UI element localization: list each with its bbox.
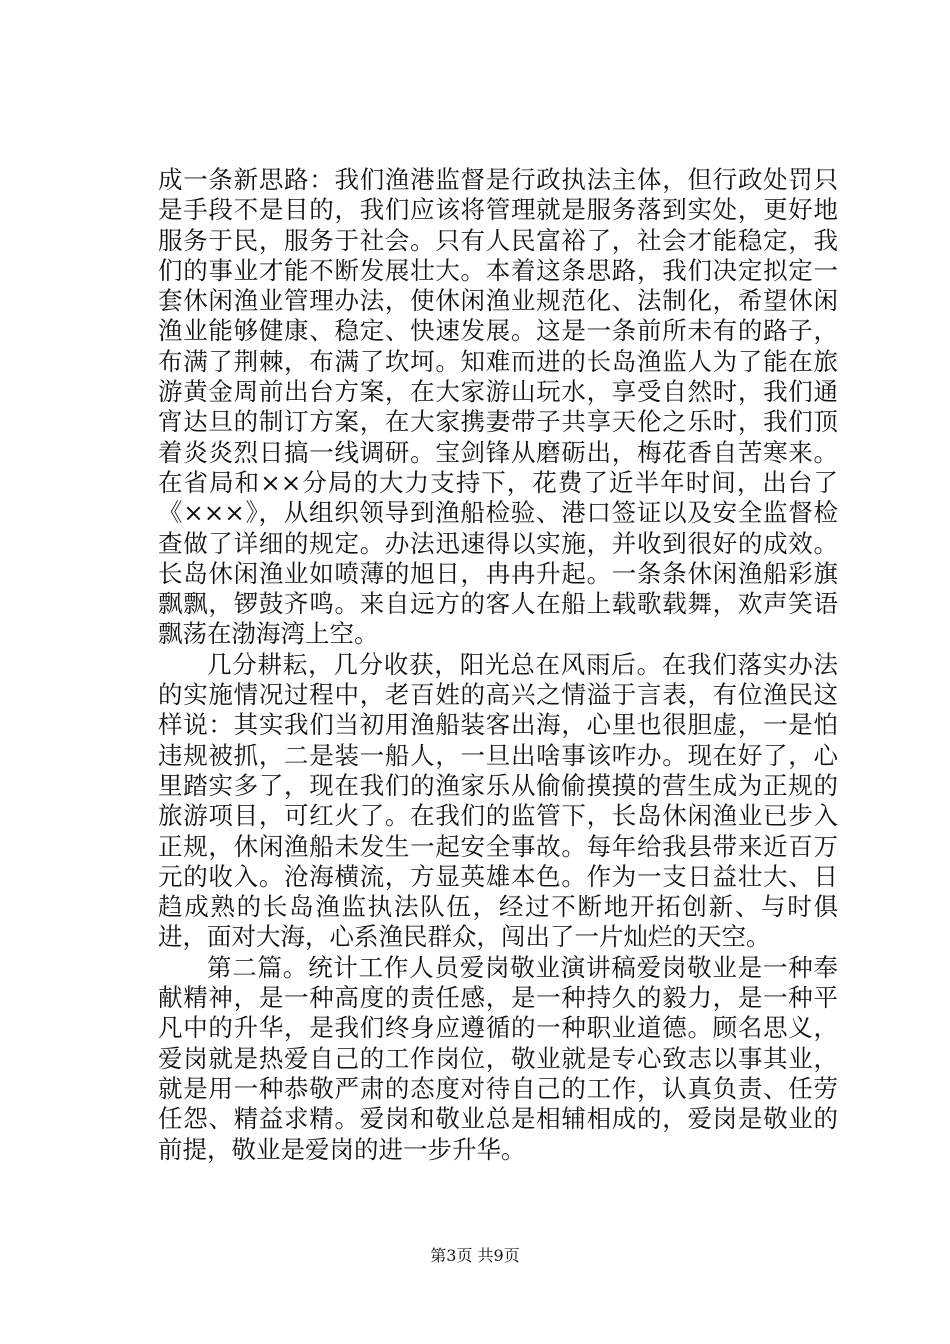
page-footer: 第3页 共9页 bbox=[430, 1246, 520, 1265]
paragraph-1: 成一条新思路：我们渔港监督是行政执法主体，但行政处罚只是手段不是目的，我们应该将管理就是服务落到实处，更好地服务于民，服务于社会。只有人民富裕了，社会才能稳定，我们的事业才能不断发展壮大。本着这条思路，我们决定拟定一套休闲渔业管理办法，使休闲渔业规范化、法制化，希望休闲渔业能够健康、稳定、快速发展。这是一条前所未有的路子，布满了荆棘，布满了坎坷。知难而进的长岛渔监人为了能在旅游黄金周前出台方案，在大家游山玩水，享受自然时，我们通宵达旦的制订方案，在大家携妻带子共享天伦之乐时，我们顶着炎炎烈日搞一线调研。宝剑锋从磨砺出，梅花香自苦寒来。在省局和××分局的大力支持下，花费了近半年时间，出台了《×××》，从组织领导到渔船检验、港口签证以及安全监督检查做了详细的规定。办法迅速得以实施，并收到很好的成效。长岛休闲渔业如喷薄的旭日，冉冉升起。一条条休闲渔船彩旗飘飘，锣鼓齐鸣。来自远方的客人在船上载歌载舞，欢声笑语飘荡在渤海湾上空。 bbox=[158, 165, 838, 649]
document-body bbox=[158, 165, 838, 1165]
paragraph-2: 几分耕耘，几分收获，阳光总在风雨后。在我们落实办法的实施情况过程中，老百姓的高兴之情溢于言表，有位渔民这样说：其实我们当初用渔船装客出海，心里也很胆虚，一是怕违规被抓，二是装一船人，一旦出啥事该咋办。现在好了，心里踏实多了，现在我们的渔家乐从偷偷摸摸的营生成为正规的旅游项目，可红火了。在我们的监管下，长岛休闲渔业已步入正规，休闲渔船未发生一起安全事故。每年给我县带来近百万元的收入。沧海横流，方显英雄本色。作为一支日益壮大、日趋成熟的长岛渔监执法队伍，经过不断地开拓创新、与时俱进，面对大海，心系渔民群众，闯出了一片灿烂的天空。 bbox=[158, 649, 838, 952]
paragraph-3: 第二篇。统计工作人员爱岗敬业演讲稿爱岗敬业是一种奉献精神，是一种高度的责任感，是一种持久的毅力，是一种平凡中的升华，是我们终身应遵循的一种职业道德。顾名思义，爱岗就是热爱自己的工作岗位，敬业就是专心致志以事其业，就是用一种恭敬严肃的态度对待自己的工作，认真负责、任劳任怨、精益求精。爱岗和敬业总是相辅相成的，爱岗是敬业的前提，敬业是爱岗的进一步升华。 bbox=[158, 952, 838, 1164]
